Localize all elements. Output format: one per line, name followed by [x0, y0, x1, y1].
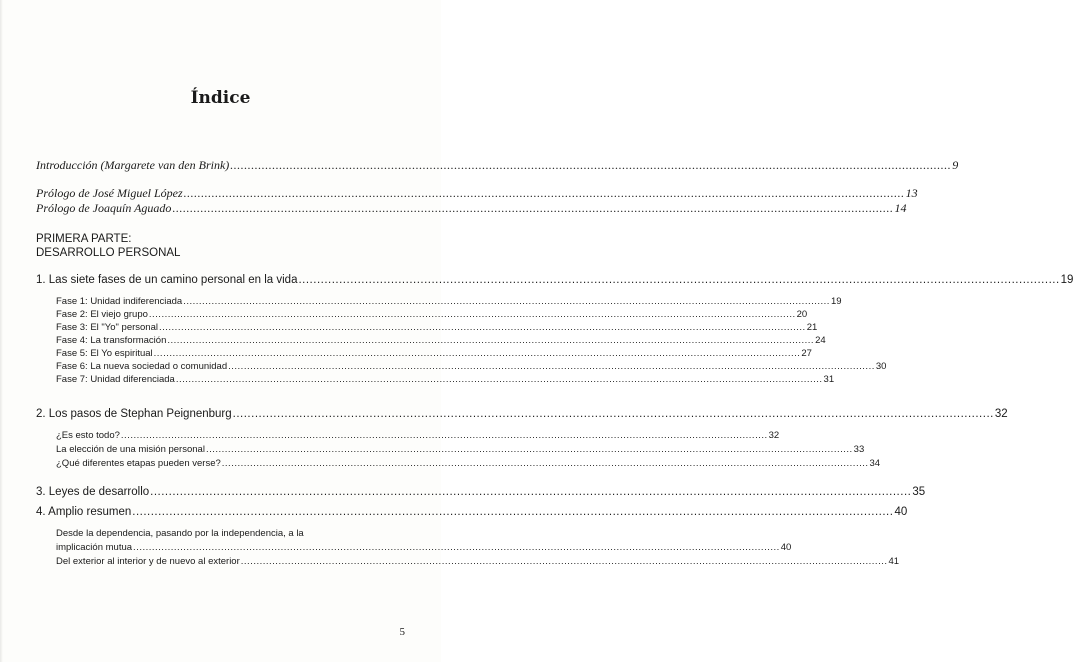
- toc-page-number: 40: [894, 506, 908, 518]
- part-heading-line: DESARROLLO PERSONAL: [36, 247, 181, 259]
- toc-entry-label: Fase 6: La nueva sociedad o comunidad: [56, 361, 228, 372]
- toc-subentry[interactable]: [56, 335, 826, 346]
- leader-dots: ..............................................................................................................................................................................................................: [221, 458, 869, 469]
- toc-subentry[interactable]: [56, 444, 865, 455]
- leader-dots: ..............................................................................................................................................................................................................: [172, 201, 894, 215]
- leader-dots: ..............................................................................................................................................................................................................: [167, 335, 815, 346]
- toc-page-number: 30: [875, 361, 887, 372]
- toc-entry-label: Fase 3: El "Yo" personal: [56, 322, 158, 333]
- toc-subentry[interactable]: [56, 309, 808, 320]
- toc-page-number: 19: [830, 296, 842, 307]
- toc-chapter-3[interactable]: [36, 486, 926, 498]
- toc-page-number: 14: [894, 201, 907, 215]
- toc-entry-label: Introducción (Margarete van den Brink): [36, 158, 230, 172]
- toc-entry-label: 2. Los pasos de Stephan Peignenburg: [36, 408, 232, 420]
- page-folio: 5: [399, 626, 405, 638]
- leader-dots: ..............................................................................................................................................................................................................: [205, 444, 853, 455]
- toc-entry-label: 4. Amplio resumen: [36, 506, 132, 518]
- toc-entry-label: Del exterior al interior y de nuevo al exterior: [56, 556, 240, 567]
- toc-page-number: 32: [994, 408, 1008, 420]
- toc-page-number: 24: [815, 335, 826, 346]
- leader-dots: ..............................................................................................................................................................................................................: [228, 361, 875, 372]
- toc-entry-label: Fase 4: La transformación: [56, 335, 167, 346]
- toc-page-number: 9: [952, 158, 959, 172]
- page-title: Índice: [190, 88, 251, 108]
- leader-dots: ..............................................................................................................................................................................................................: [232, 408, 994, 420]
- toc-page-number: 19: [1060, 274, 1073, 286]
- leader-dots: ..............................................................................................................................................................................................................: [298, 274, 1060, 286]
- toc-page-number: 41: [888, 556, 900, 567]
- leader-dots: ..............................................................................................................................................................................................................: [148, 309, 796, 320]
- part-heading: [36, 232, 180, 260]
- toc-entry-label: ¿Qué diferentes etapas pueden verse?: [56, 458, 221, 469]
- leader-dots: ..............................................................................................................................................................................................................: [183, 186, 905, 200]
- toc-page-number: 27: [801, 348, 812, 359]
- toc-entry-prologo-aguado[interactable]: [36, 201, 907, 216]
- leader-dots: ..............................................................................................................................................................................................................: [133, 542, 780, 553]
- toc-entry-label: 3. Leyes de desarrollo: [36, 486, 150, 498]
- leader-dots: ..............................................................................................................................................................................................................: [120, 430, 768, 441]
- toc-chapter-4[interactable]: [36, 506, 908, 518]
- leader-dots: ..............................................................................................................................................................................................................: [240, 556, 888, 567]
- toc-subentry[interactable]: [56, 430, 780, 441]
- toc-entry-label: implicación mutua: [56, 542, 133, 553]
- toc-entry-label: 1. Las siete fases de un camino personal en la vida: [36, 274, 298, 286]
- toc-entry-label: La elección de una misión personal: [56, 444, 205, 455]
- toc-entry-introduccion[interactable]: [36, 158, 959, 173]
- toc-subentry[interactable]: [56, 542, 792, 553]
- toc-page-number: 35: [912, 486, 926, 498]
- toc-entry-label: Prólogo de José Miguel López: [36, 186, 183, 200]
- toc-entry-label: ¿Es esto todo?: [56, 430, 120, 441]
- toc-subentry[interactable]: [56, 296, 842, 307]
- toc-entry-label: Fase 7: Unidad diferenciada: [56, 374, 175, 385]
- toc-subentry[interactable]: [56, 458, 881, 469]
- leader-dots: ..............................................................................................................................................................................................................: [158, 322, 806, 333]
- leader-dots: ..............................................................................................................................................................................................................: [183, 296, 830, 307]
- leader-dots: ..............................................................................................................................................................................................................: [230, 158, 952, 172]
- toc-page-number: 31: [823, 374, 835, 385]
- toc-page-number: 21: [806, 322, 818, 333]
- toc-subentry[interactable]: [56, 322, 818, 333]
- toc-page-number: 33: [853, 444, 865, 455]
- leader-dots: ..............................................................................................................................................................................................................: [153, 348, 801, 359]
- toc-page-number: 13: [905, 186, 918, 200]
- toc-chapter-2[interactable]: [36, 408, 1008, 420]
- toc-subentry[interactable]: [56, 361, 887, 372]
- toc-page-number: 32: [768, 430, 780, 441]
- toc-entry-label: Prólogo de Joaquín Aguado: [36, 201, 172, 215]
- toc-page-number: 40: [780, 542, 792, 553]
- toc-entry-label: Fase 5: El Yo espiritual: [56, 348, 153, 359]
- leader-dots: ..............................................................................................................................................................................................................: [150, 486, 912, 498]
- toc-entry-label: Fase 2: El viejo grupo: [56, 309, 148, 320]
- toc-entry-label: Fase 1: Unidad indiferenciada: [56, 296, 183, 307]
- leader-dots: ..............................................................................................................................................................................................................: [175, 374, 823, 385]
- toc-subentry-wrapped-line: Desde la dependencia, pasando por la independencia, a la: [56, 528, 304, 539]
- toc-entry-prologo-lopez[interactable]: [36, 186, 918, 201]
- toc-subentry[interactable]: [56, 556, 900, 567]
- leader-dots: ..............................................................................................................................................................................................................: [132, 506, 894, 518]
- toc-subentry[interactable]: [56, 348, 812, 359]
- part-heading-line: PRIMERA PARTE:: [36, 233, 132, 245]
- toc-page-number: 20: [796, 309, 808, 320]
- toc-subentry[interactable]: [56, 374, 835, 385]
- toc-page-number: 34: [869, 458, 881, 469]
- toc-chapter-1[interactable]: [36, 274, 1073, 286]
